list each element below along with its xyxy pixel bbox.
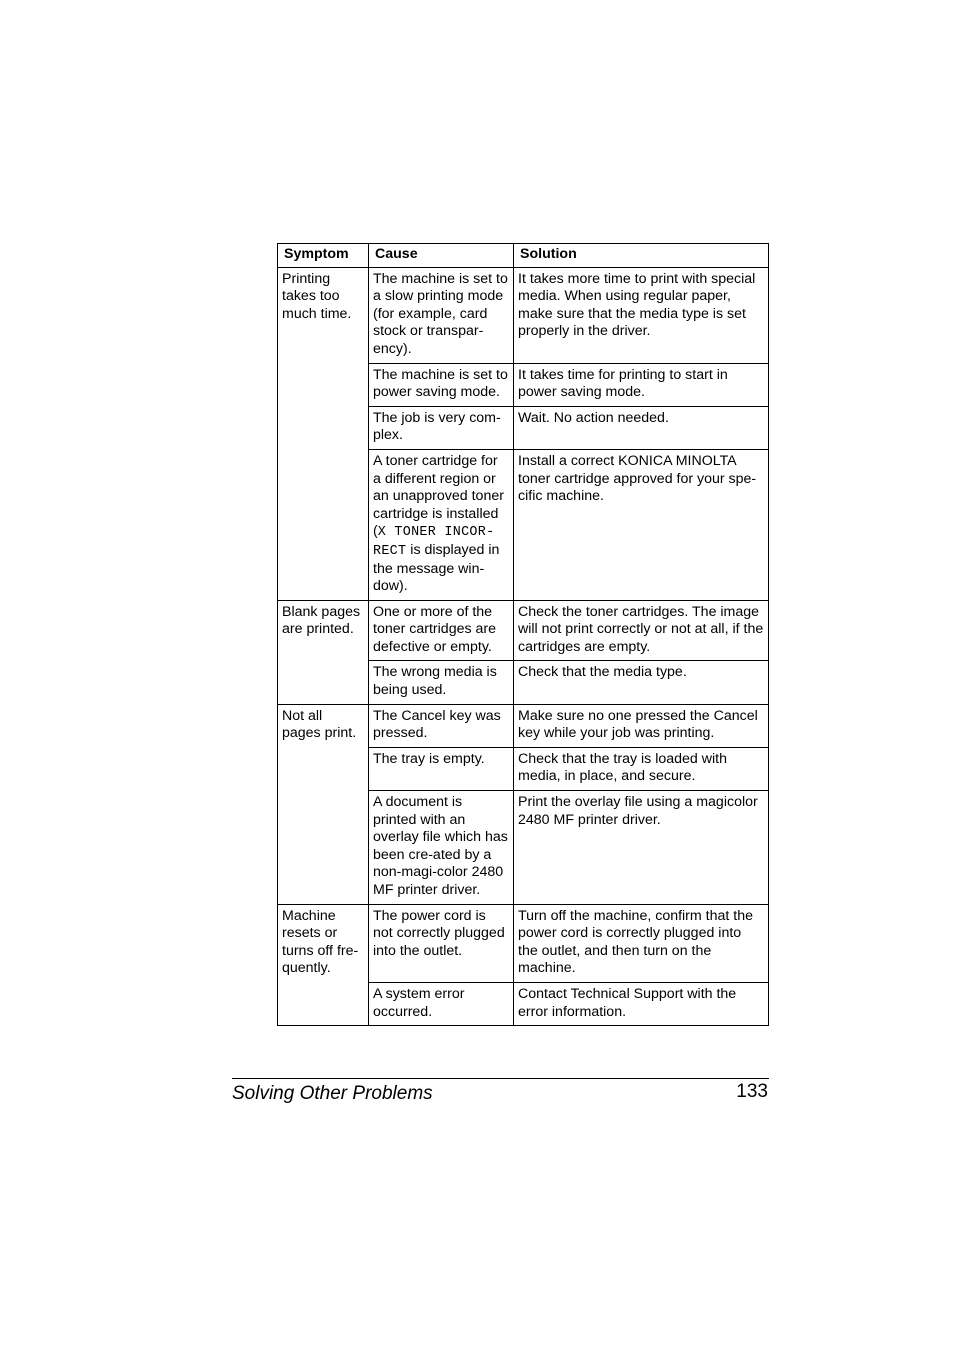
footer-divider xyxy=(232,1078,769,1079)
solution-cell: Check that the tray is loaded with media, in place, and secure. xyxy=(514,747,769,790)
cause-cell: The Cancel key was pressed. xyxy=(369,704,514,747)
symptom-cell: Blank pages are printed. xyxy=(278,600,369,704)
cause-cell: The power cord is not correctly plugged into the outlet. xyxy=(369,904,514,982)
page-number: 133 xyxy=(736,1081,768,1102)
cause-cell: The tray is empty. xyxy=(369,747,514,790)
cause-cell: The machine is set to a slow printing mode (for example, card stock or transpar-ency). xyxy=(369,267,514,363)
solution-cell: Wait. No action needed. xyxy=(514,406,769,449)
table-row xyxy=(278,704,769,747)
cause-cell: The wrong media is being used. xyxy=(369,661,514,704)
cause-cell xyxy=(369,449,514,600)
solution-cell: Install a correct KONICA MINOLTA toner cartridge approved for your spe-cific machine. xyxy=(514,449,769,600)
table-row xyxy=(278,904,769,982)
header-cause: Cause xyxy=(369,244,514,268)
troubleshooting-table xyxy=(277,243,769,1026)
cause-cell: One or more of the toner cartridges are defective or empty. xyxy=(369,600,514,661)
header-solution: Solution xyxy=(514,244,769,268)
solution-cell: Print the overlay file using a magicolor 2480 MF printer driver. xyxy=(514,791,769,905)
cause-cell: The job is very com-plex. xyxy=(369,406,514,449)
cause-cell: The machine is set to power saving mode. xyxy=(369,363,514,406)
cause-text: is displayed in the message win-dow). xyxy=(373,541,500,595)
table-header-row xyxy=(278,244,769,268)
symptom-cell: Printing takes too much time. xyxy=(278,267,369,600)
footer-section-title: Solving Other Problems xyxy=(232,1083,433,1104)
table-row xyxy=(278,600,769,661)
solution-cell: It takes time for printing to start in power saving mode. xyxy=(514,363,769,406)
solution-cell: It takes more time to print with special media. When using regular paper, make sure that the media type is set properly in the driver. xyxy=(514,267,769,363)
cause-cell: A system error occurred. xyxy=(369,982,514,1025)
message-code: X TONER INCOR-RECT xyxy=(373,525,495,559)
cause-cell: A document is printed with an overlay file which has been cre-ated by a non-magi-color 2480 MF printer driver. xyxy=(369,791,514,905)
table-row xyxy=(278,267,769,363)
solution-cell: Contact Technical Support with the error information. xyxy=(514,982,769,1025)
solution-cell: Make sure no one pressed the Cancel key while your job was printing. xyxy=(514,704,769,747)
solution-cell: Turn off the machine, confirm that the power cord is correctly plugged into the outlet, and then turn on the machine. xyxy=(514,904,769,982)
header-symptom: Symptom xyxy=(278,244,369,268)
cause-text: A toner cartridge for a different region or an unapproved toner cartridge is installed ( xyxy=(373,452,504,540)
symptom-cell: Not all pages print. xyxy=(278,704,369,904)
symptom-cell: Machine resets or turns off fre-quently. xyxy=(278,904,369,1026)
solution-cell: Check that the media type. xyxy=(514,661,769,704)
solution-cell: Check the toner cartridges. The image will not print correctly or not at all, if the cartridges are empty. xyxy=(514,600,769,661)
